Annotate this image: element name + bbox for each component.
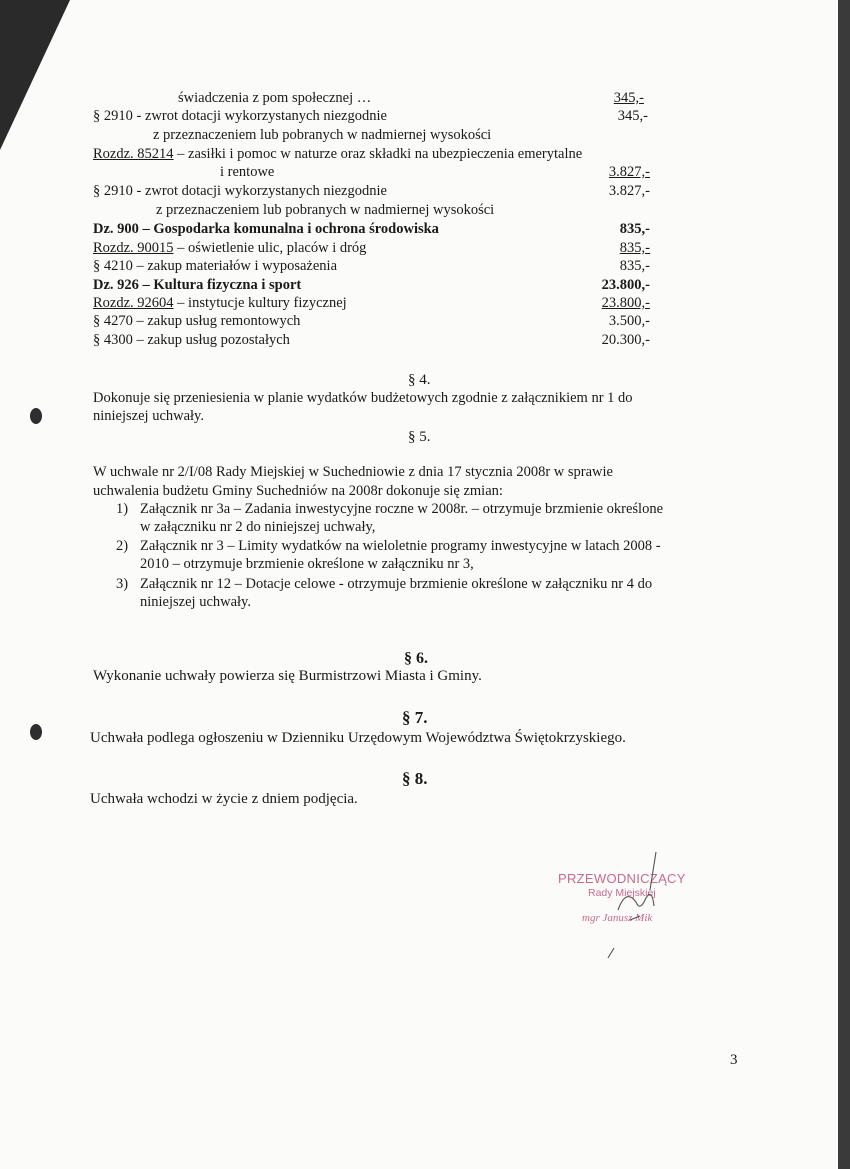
budget-amount: 20.300,- <box>601 332 650 348</box>
budget-amount: 3.827,- <box>608 183 650 199</box>
paragraph-line: Dokonuje się przeniesienia w planie wydatków budżetowych zgodnie z załącznikiem nr 1 do <box>93 390 633 406</box>
budget-amount: 835,- <box>619 240 650 256</box>
paragraph-line: uchwalenia budżetu Gminy Suchedniów na 2008r dokonuje się zmian: <box>93 483 503 499</box>
stamp-name: mgr Janusz Mik <box>582 912 653 924</box>
list-item: Załącznik nr 3a – Zadania inwestycyjne roczne w 2008r. – otrzymuje brzmienie określone <box>140 501 664 517</box>
paragraph-line: Wykonanie uchwały powierza się Burmistrzowi Miasta i Gminy. <box>93 668 482 684</box>
budget-amount: 835,- <box>619 258 650 274</box>
budget-line: § 4270 – zakup usług remontowych <box>93 313 301 329</box>
paragraph-line: Uchwała wchodzi w życie z dniem podjęcia. <box>90 791 358 807</box>
budget-line: § 4300 – zakup usług pozostałych <box>93 332 290 348</box>
list-number: 2) <box>116 538 129 554</box>
budget-line: i rentowe <box>220 164 275 180</box>
list-number: 1) <box>116 501 129 517</box>
budget-line: § 2910 - zwrot dotacji wykorzystanych niezgodnie <box>93 183 387 199</box>
budget-amount: 835,- <box>619 221 650 237</box>
list-item: 2010 – otrzymuje brzmienie określone w załączniku nr 3, <box>140 556 474 572</box>
budget-amount: 345,- <box>617 108 648 124</box>
signature-icon <box>596 850 666 960</box>
budget-amount: 345,- <box>613 90 644 106</box>
punch-hole <box>30 724 42 740</box>
budget-line: Dz. 926 – Kultura fizyczna i sport <box>93 277 302 293</box>
budget-amount: 23.800,- <box>601 277 650 293</box>
scan-edge <box>838 0 850 1169</box>
budget-line: z przeznaczeniem lub pobranych w nadmiernej wysokości <box>153 127 492 143</box>
budget-amount: 23.800,- <box>601 295 650 311</box>
section-heading: § 5. <box>408 429 431 445</box>
section-heading: § 8. <box>402 769 428 788</box>
budget-amount: 3.827,- <box>608 164 650 180</box>
budget-line: Dz. 900 – Gospodarka komunalna i ochrona środowiska <box>93 221 439 237</box>
budget-line: § 2910 - zwrot dotacji wykorzystanych niezgodnie <box>93 108 387 124</box>
budget-line: § 4210 – zakup materiałów i wyposażenia <box>93 258 338 274</box>
budget-line: Rozdz. 90015 – oświetlenie ulic, placów i dróg <box>93 240 367 256</box>
paragraph-line: niniejszej uchwały. <box>93 408 204 424</box>
section-heading: § 6. <box>404 650 428 667</box>
punch-hole <box>30 408 42 424</box>
paragraph-line: Uchwała podlega ogłoszeniu w Dzienniku Urzędowym Województwa Świętokrzyskiego. <box>90 730 626 746</box>
stamp-title: PRZEWODNICZĄCY <box>558 871 686 886</box>
list-item: Załącznik nr 12 – Dotacje celowe - otrzymuje brzmienie określone w załączniku nr 4 do <box>140 576 653 592</box>
list-number: 3) <box>116 576 129 592</box>
budget-amount: 3.500,- <box>608 313 650 329</box>
list-item: niniejszej uchwały. <box>140 594 251 610</box>
page-number: 3 <box>730 1052 738 1068</box>
list-item: Załącznik nr 3 – Limity wydatków na wieloletnie programy inwestycyjne w latach 2008 - <box>140 538 661 554</box>
stamp-subtitle: Rady Miejskiej <box>588 887 656 899</box>
paragraph-line: W uchwale nr 2/I/08 Rady Miejskiej w Suchedniowie z dnia 17 stycznia 2008r w sprawie <box>93 464 613 480</box>
budget-line: Rozdz. 85214 – zasiłki i pomoc w naturze oraz składki na ubezpieczenia emerytalne <box>93 146 583 162</box>
budget-line: Rozdz. 92604 – instytucje kultury fizycznej <box>93 295 347 311</box>
list-item: w załączniku nr 2 do niniejszej uchwały, <box>140 519 376 535</box>
section-heading: § 4. <box>408 372 431 388</box>
folded-corner <box>0 0 70 150</box>
budget-line: z przeznaczeniem lub pobranych w nadmiernej wysokości <box>156 202 495 218</box>
budget-line: świadczenia z pom społecznej … <box>178 90 372 106</box>
section-heading: § 7. <box>402 708 428 727</box>
